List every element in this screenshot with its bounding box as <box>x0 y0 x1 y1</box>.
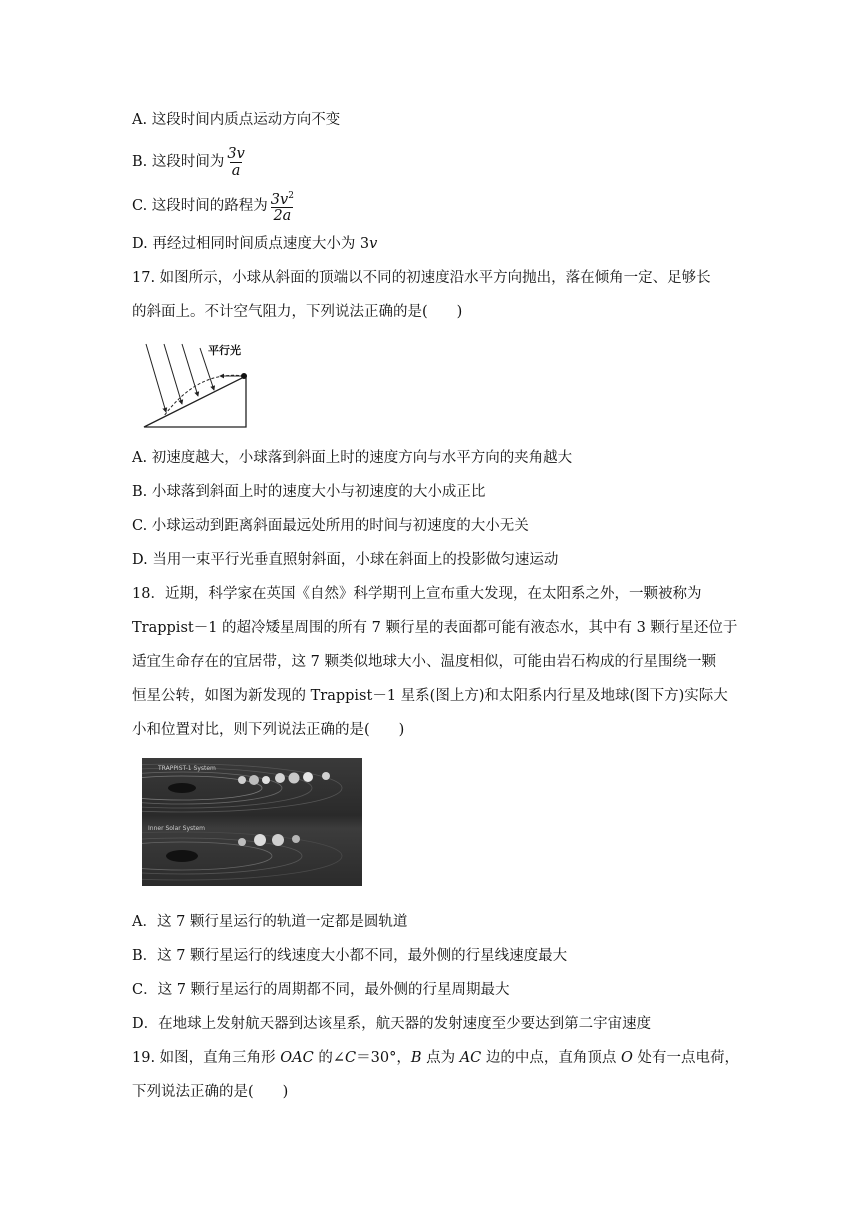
trappist-comparison-photo <box>142 758 362 886</box>
q16-option-c <box>132 186 296 226</box>
q18-option-a: A．这 7 颗行星运行的轨道一定都是圆轨道 <box>132 914 408 930</box>
q16-option-b-text: B. 这段时间为 <box>132 154 225 170</box>
q18-stem-line1: 18．近期，科学家在英国《自然》科学期刊上宣布重大发现，在太阳系之外，一颗被称为 <box>132 586 702 602</box>
fraction-denominator: a <box>231 162 241 179</box>
q18-option-c: C．这 7 颗行星运行的周期都不同，最外侧的行星周期最大 <box>132 982 510 998</box>
fraction-numerator <box>269 188 296 208</box>
q16-option-d-variable: v <box>369 236 378 252</box>
q17-option-a: A. 初速度越大，小球落到斜面上时的速度方向与水平方向的夹角越大 <box>132 450 573 466</box>
photo-top-label: TRAPPIST-1 System <box>158 765 216 772</box>
q18-stem-line4: 恒星公转，如图为新发现的 Trappist－1 星系(图上方)和太阳系内行星及地球(图下方)实际大 <box>132 688 728 704</box>
q17-option-b: B. 小球落到斜面上时的速度大小与初速度的大小成正比 <box>132 484 486 500</box>
q16-option-b <box>132 144 247 180</box>
photo-bottom-label: Inner Solar System <box>148 825 206 832</box>
q19-var-o: O <box>621 1050 633 1066</box>
q19-text: 点为 <box>421 1050 460 1066</box>
q18-stem-line2: Trappist－1 的超冷矮星周围的所有 7 颗行星的表面都可能有液态水，其中有 3 颗行星还位于 <box>132 620 738 636</box>
q18-option-d: D．在地球上发射航天器到达该星系，航天器的发射速度至少要达到第二宇宙速度 <box>132 1016 652 1032</box>
light-ray <box>146 344 166 412</box>
q18-stem-line3: 适宜生命存在的宜居带，这 7 颗类似地球大小、温度相似，可能由岩石构成的行星围绕一颗 <box>132 654 716 670</box>
q17-stem-line2: 的斜面上。不计空气阻力，下列说法正确的是( ) <box>132 304 463 320</box>
q19-stem-line1 <box>132 1048 739 1068</box>
photo-illustration <box>142 758 362 886</box>
q19-var-oac: OAC <box>280 1050 314 1066</box>
q19-var-ac: AC <box>459 1050 482 1066</box>
q17-stem-line1: 17. 如图所示，小球从斜面的顶端以不同的初速度沿水平方向抛出，落在倾角一定、足够长 <box>132 270 711 286</box>
incline-triangle <box>144 376 246 427</box>
q16-option-b-fraction <box>225 146 246 179</box>
q18-stem-line5: 小和位置对比，则下列说法正确的是( ) <box>132 722 405 738</box>
q19-var-b: B <box>410 1050 422 1066</box>
fraction-numerator: 3v <box>227 145 245 162</box>
figure-label: 平行光 <box>208 344 241 357</box>
q17-option-c: C. 小球运动到距离斜面最远处所用的时间与初速度的大小无关 <box>132 518 529 534</box>
light-ray <box>182 344 198 396</box>
fraction-denominator: 2a <box>273 208 292 225</box>
q16-option-d-text: D. 再经过相同时间质点速度大小为 3 <box>132 236 370 252</box>
ball <box>241 373 247 379</box>
fraction-numerator-exponent: 2 <box>288 190 294 201</box>
trajectory-path <box>164 375 244 416</box>
q18-option-b: B．这 7 颗行星运行的线速度大小都不同，最外侧的行星线速度最大 <box>132 948 568 964</box>
q17-incline-diagram <box>138 340 256 432</box>
q19-var-c: C <box>345 1050 357 1066</box>
q16-option-c-fraction <box>269 188 296 225</box>
q19-text: 19. 如图，直角三角形 <box>132 1050 281 1066</box>
q16-option-d <box>132 234 377 254</box>
light-ray <box>164 344 182 404</box>
q17-option-d: D. 当用一束平行光垂直照射斜面，小球在斜面上的投影做匀速运动 <box>132 552 559 568</box>
q16-option-a: A. 这段时间内质点运动方向不变 <box>132 112 341 128</box>
q16-option-c-text: C. 这段时间的路程为 <box>132 198 268 214</box>
q19-text: 的∠ <box>313 1050 346 1066</box>
fraction-numerator-base: 3v <box>270 191 289 208</box>
q19-text: ＝30°， <box>356 1050 411 1066</box>
q19-text: 处有一点电荷， <box>632 1050 739 1066</box>
q19-text: 边的中点，直角顶点 <box>481 1050 621 1066</box>
q19-stem-line2: 下列说法正确的是( ) <box>132 1084 289 1100</box>
